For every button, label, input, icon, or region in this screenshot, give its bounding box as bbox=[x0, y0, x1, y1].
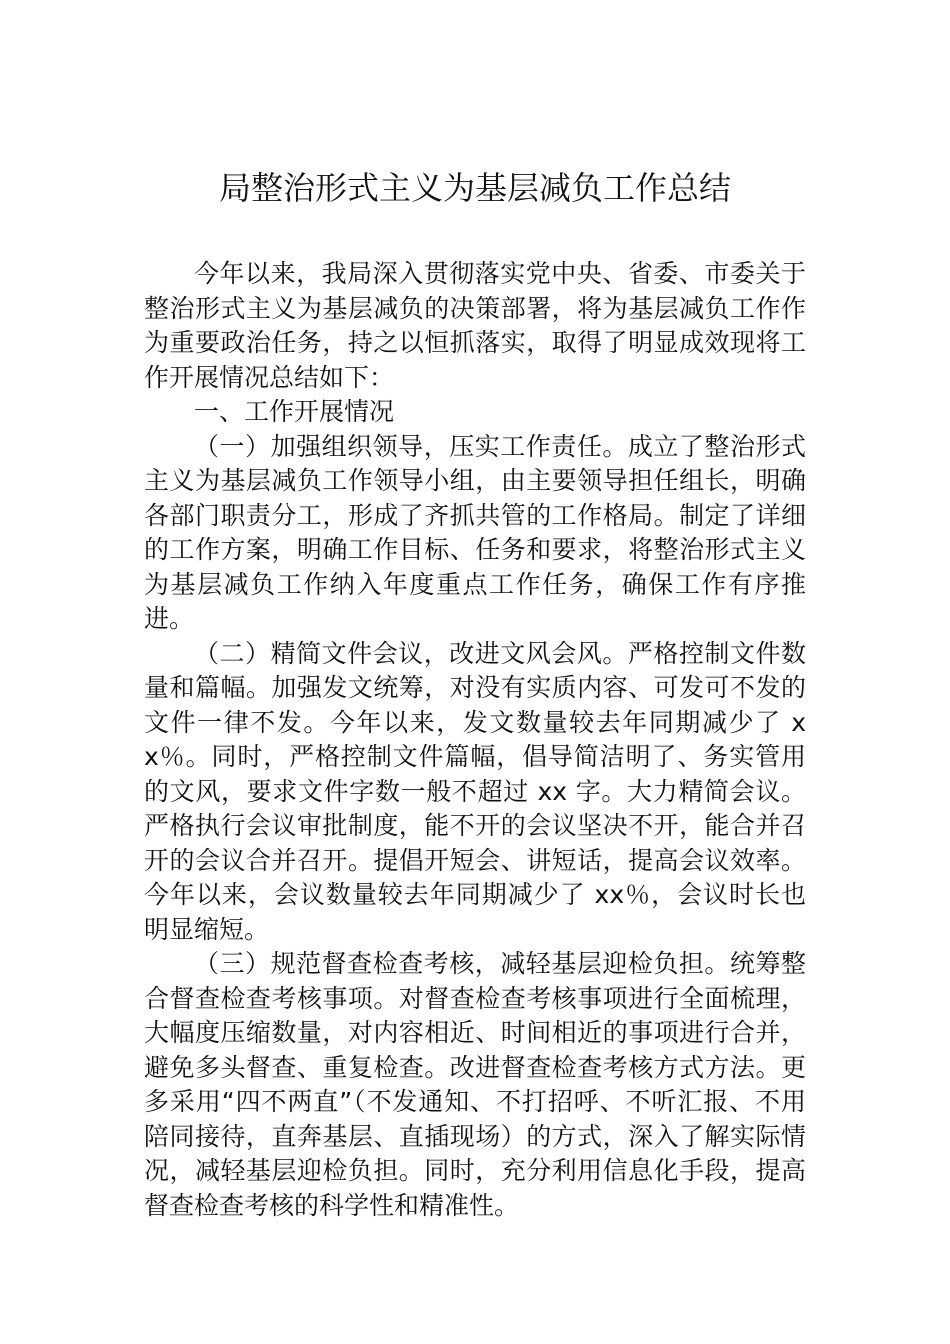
body-paragraph: （二）精简文件会议，改进文风会风。严格控制文件数量和篇幅。加强发文统筹，对没有实质内容、可发可不发的文件一律不发。今年以来，发文数量较去年同期减少了 xx％。同时，严格控制文件篇幅，倡导简洁明了、务实管用的文风，要求文件字数一般不超过 xx 字。大力精简会议。严格执行会议审批制度，能不开的会议坚决不开，能合并召开的会议合并召开。提倡开短会、讲短话，提高会议效率。今年以来，会议数量较去年同期减少了 xx％，会议时长也明显缩短。 bbox=[144, 638, 806, 944]
document-body bbox=[144, 257, 806, 1223]
document-title: 局整治形式主义为基层减负工作总结 bbox=[218, 169, 731, 207]
intro-paragraph: 今年以来，我局深入贯彻落实党中央、省委、市委关于整治形式主义为基层减负的决策部署，将为基层减负工作作为重要政治任务，持之以恒抓落实，取得了明显成效现将工作开展情况总结如下： bbox=[144, 259, 806, 392]
section-heading: 一、工作开展情况 bbox=[194, 397, 395, 426]
body-paragraph: （三）规范督查检查考核，减轻基层迎检负担。统筹整合督查检查考核事项。对督查检查考核事项进行全面梳理，大幅度压缩数量，对内容相近、时间相近的事项进行合并，避免多头督查、重复检查。改进督查检查考核方式方法。更多采用“四不两直”（不发通知、不打招呼、不听汇报、不用陪同接待，直奔基层、直插现场）的方式，深入了解实际情况，减轻基层迎检负担。同时，充分利用信息化手段，提高督查检查考核的科学性和精准性。 bbox=[144, 949, 806, 1220]
body-paragraph: （一）加强组织领导，压实工作责任。成立了整治形式主义为基层减负工作领导小组，由主要领导担任组长，明确各部门职责分工，形成了齐抓共管的工作格局。制定了详细的工作方案，明确工作目标、任务和要求，将整治形式主义为基层减负工作纳入年度重点工作任务，确保工作有序推进。 bbox=[144, 431, 806, 633]
